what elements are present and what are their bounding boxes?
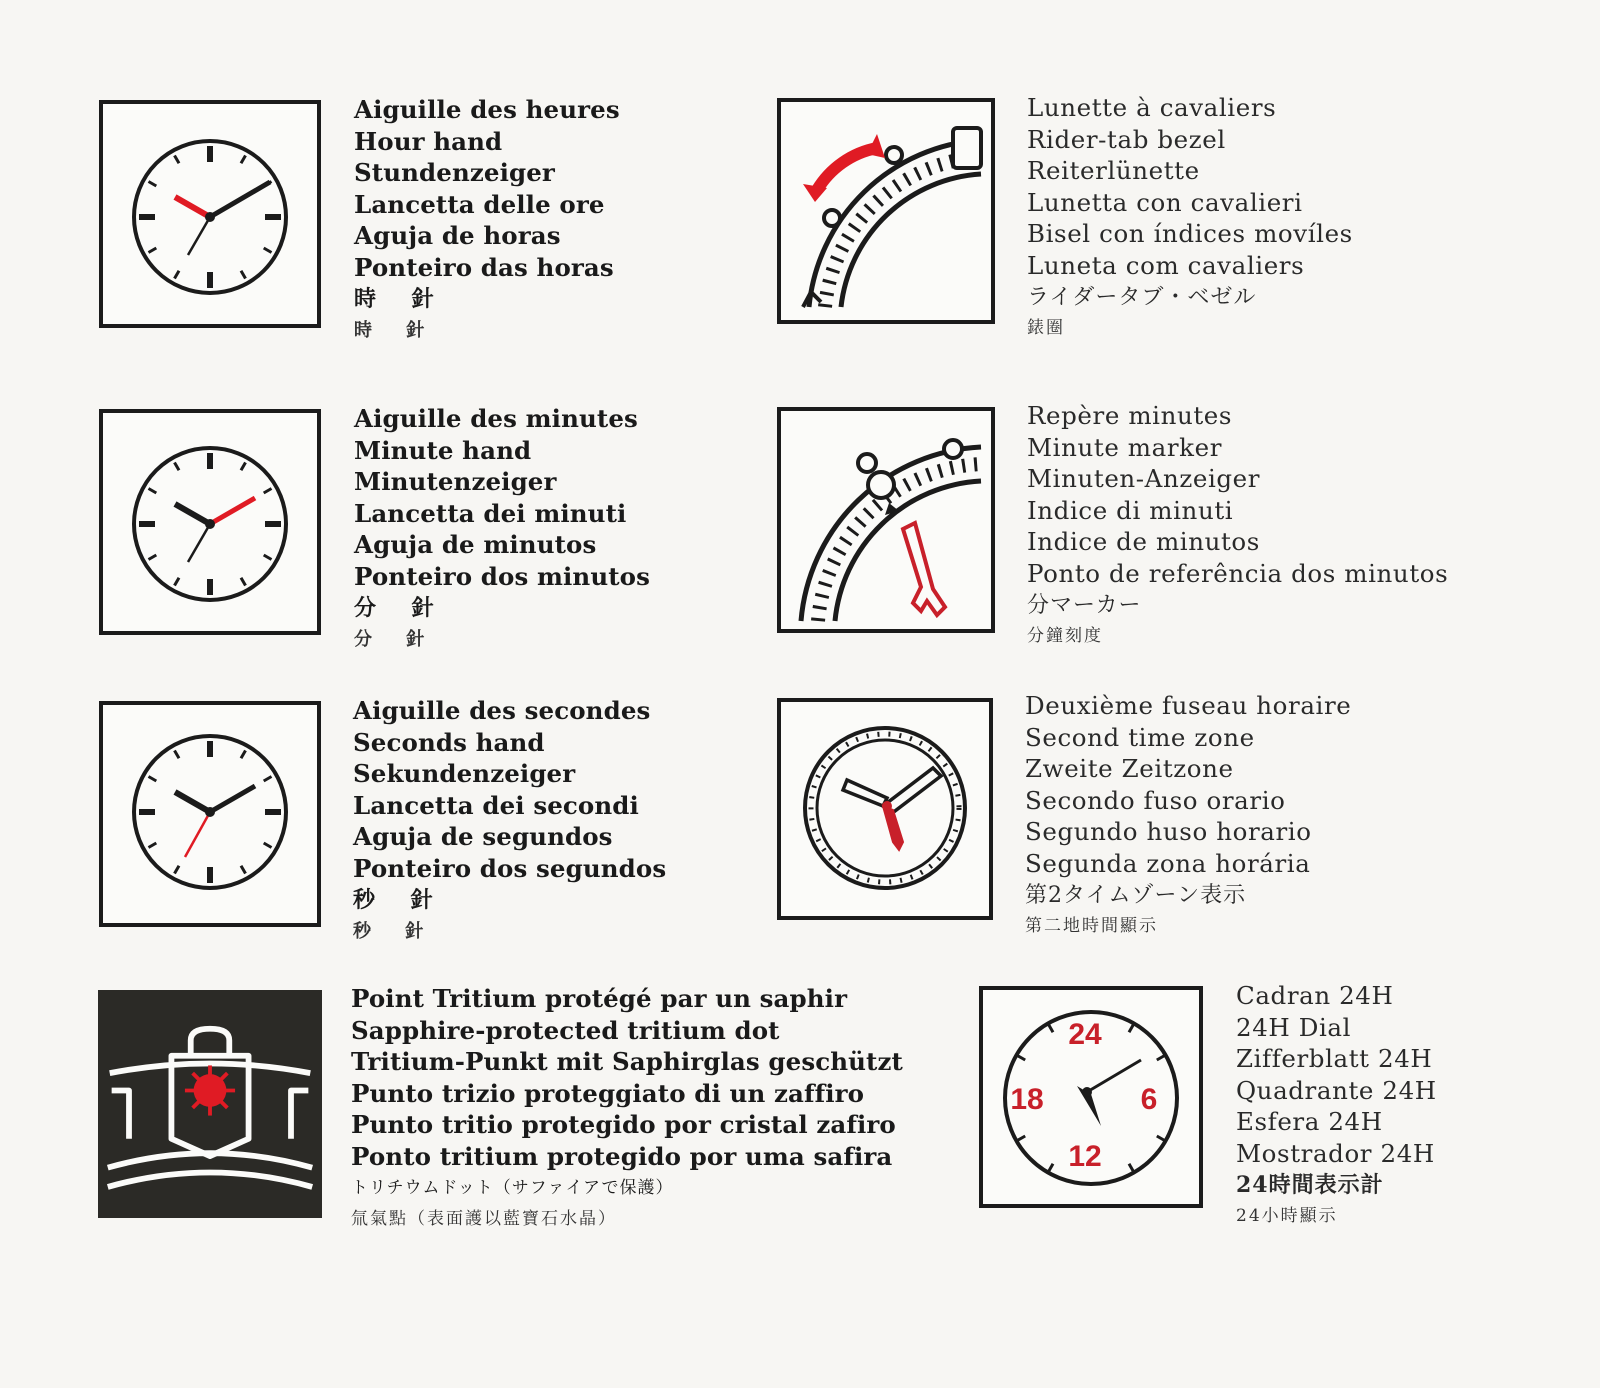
label: Aiguille des heures: [354, 95, 620, 124]
tritium-dot-icon: [102, 994, 318, 1214]
label: Luneta com cavaliers: [1027, 250, 1305, 280]
label: Aiguille des minutes: [354, 404, 638, 433]
minute-marker-labels: [1027, 400, 1448, 653]
label: Tritium-Punkt mit Saphirglas geschützt: [351, 1047, 903, 1077]
label: Sekundenzeiger: [353, 759, 576, 789]
minute-marker-icon-box: [777, 407, 995, 633]
hour-hand-icon: [103, 104, 317, 324]
label: Ponto tritium protegido por uma safira: [351, 1141, 893, 1171]
label-chinese: 24小時顯示: [1236, 1206, 1338, 1227]
label: Hour hand: [354, 126, 503, 156]
rider-tab-bezel-icon-box: [777, 98, 995, 324]
label: Aiguille des secondes: [353, 696, 651, 725]
24h-dial-icon: [983, 990, 1199, 1204]
label: Deuxième fuseau horaire: [1025, 691, 1352, 720]
label: Stundenzeiger: [354, 158, 555, 188]
label: Lunette à cavaliers: [1027, 93, 1277, 122]
second-time-zone-labels: [1025, 690, 1351, 943]
label: Minute marker: [1027, 432, 1223, 462]
seconds-hand-icon-box: [99, 701, 321, 927]
label: Rider-tab bezel: [1027, 124, 1226, 154]
label-japanese: 分 針: [354, 594, 448, 621]
minute-hand-icon: [103, 413, 317, 631]
label: Lunetta con cavalieri: [1027, 187, 1303, 217]
seconds-hand-icon: [103, 705, 317, 923]
label-japanese: 時 針: [354, 285, 448, 312]
label-japanese: ライダータブ・ベゼル: [1027, 284, 1257, 310]
rider-tab-bezel-icon: [781, 102, 991, 320]
label: Lancetta dei secondi: [353, 790, 639, 820]
24h-dial-icon-box: [979, 986, 1203, 1208]
label: Ponto de referência dos minutos: [1027, 558, 1449, 588]
label: Segundo huso horario: [1025, 817, 1312, 847]
label: Lancetta dei minuti: [354, 498, 627, 528]
label: Point Tritium protégé par un saphir: [351, 984, 848, 1013]
label: Cadran 24H: [1236, 981, 1394, 1010]
label: Ponteiro das horas: [354, 252, 614, 282]
label-chinese: 分鐘刻度: [1027, 626, 1103, 647]
label: Zweite Zeitzone: [1025, 754, 1234, 784]
label: Indice di minuti: [1027, 495, 1234, 525]
minute-marker-icon: [781, 411, 991, 629]
tritium-dot-icon-box: [98, 990, 322, 1218]
label: Aguja de minutos: [354, 530, 597, 560]
label-japanese: 秒 針: [353, 886, 447, 913]
label: Bisel con índices movíles: [1027, 219, 1353, 249]
label: Ponteiro dos minutos: [354, 561, 651, 591]
label: Second time zone: [1025, 722, 1255, 752]
label: Indice de minutos: [1027, 527, 1260, 557]
label: Quadrante 24H: [1236, 1075, 1437, 1105]
label: Minute hand: [354, 435, 532, 465]
label-chinese: 秒 針: [353, 921, 438, 943]
label: Zifferblatt 24H: [1236, 1044, 1433, 1074]
label-chinese: 分 針: [354, 629, 439, 651]
label: Sapphire-protected tritium dot: [351, 1015, 780, 1045]
minute-hand-icon-box: [99, 409, 321, 635]
label-japanese: トリチウムドット（サファイアで保護）: [351, 1177, 674, 1198]
label: Esfera 24H: [1236, 1107, 1383, 1137]
label: Aguja de segundos: [353, 822, 613, 852]
24h-dial-labels: [1236, 980, 1437, 1233]
rider-tab-bezel-labels: [1027, 92, 1353, 345]
second-time-zone-icon-box: [777, 698, 993, 920]
label-japanese: 分マーカー: [1027, 592, 1142, 618]
label: Punto tritio protegido por cristal zafiro: [351, 1110, 896, 1140]
label: Mostrador 24H: [1236, 1138, 1435, 1168]
label: Reiterlünette: [1027, 156, 1200, 186]
label: Minutenzeiger: [354, 467, 557, 497]
dial-number-24: 24: [1068, 1018, 1102, 1051]
label: Segunda zona horária: [1025, 848, 1311, 878]
label: Ponteiro dos segundos: [353, 853, 667, 883]
label-chinese: 錶圈: [1027, 318, 1065, 339]
label-chinese: 第二地時間顯示: [1025, 916, 1158, 937]
label: Seconds hand: [353, 727, 545, 757]
label-chinese: 時 針: [354, 320, 439, 342]
label: Punto trizio proteggiato di un zaffiro: [351, 1078, 865, 1108]
label: 24H Dial: [1236, 1012, 1352, 1042]
seconds-hand-labels: [353, 695, 666, 948]
label-japanese: 第2タイムゾーン表示: [1025, 882, 1247, 908]
dial-number-18: 18: [1010, 1083, 1044, 1116]
label-chinese: 氚氣點（表面護以藍寶石水晶）: [351, 1209, 617, 1230]
hour-hand-icon-box: [99, 100, 321, 328]
tritium-dot-labels: [351, 983, 903, 1236]
label-japanese: 24時間表示計: [1236, 1171, 1384, 1198]
label: Secondo fuso orario: [1025, 785, 1286, 815]
label: Repère minutes: [1027, 401, 1233, 430]
second-time-zone-icon: [781, 702, 989, 916]
dial-number-12: 12: [1068, 1140, 1102, 1173]
hour-hand-labels: [354, 94, 620, 347]
dial-number-6: 6: [1140, 1083, 1158, 1116]
label: Lancetta delle ore: [354, 189, 605, 219]
label: Aguja de horas: [354, 221, 561, 251]
minute-hand-labels: [354, 403, 650, 656]
label: Minuten-Anzeiger: [1027, 464, 1261, 494]
